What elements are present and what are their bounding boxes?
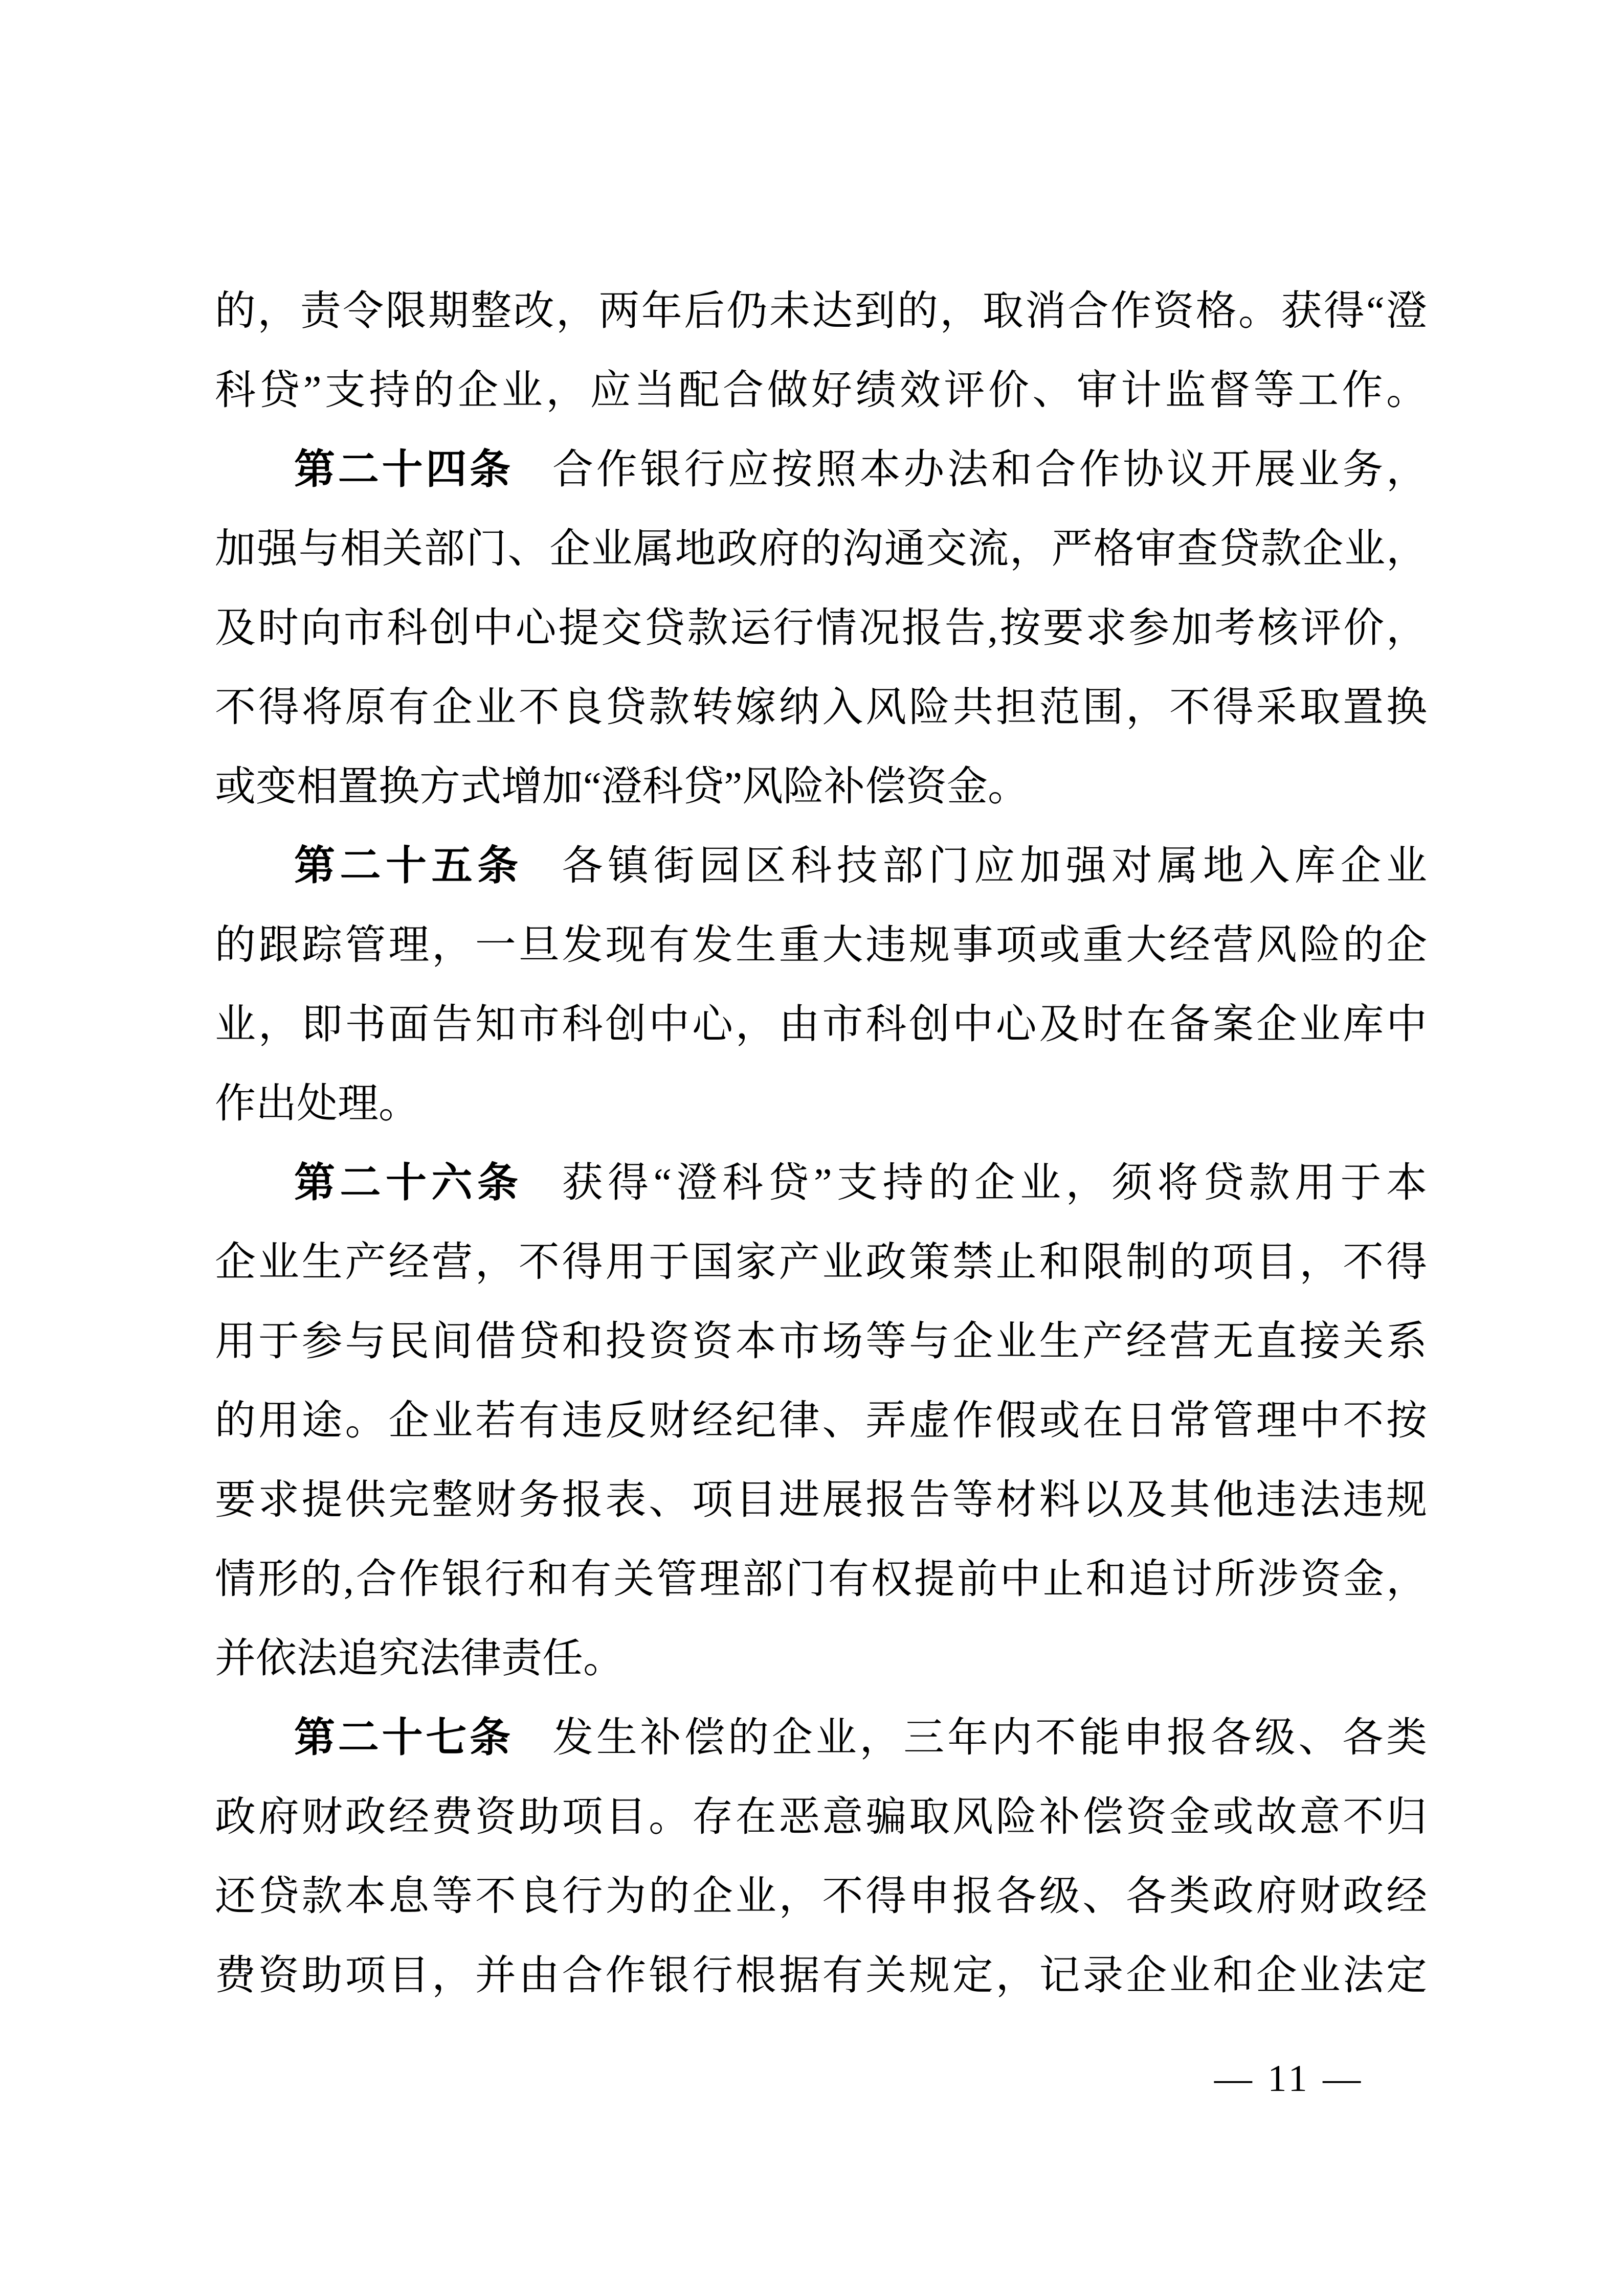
text-line: 要求提供完整财务报表、项目进展报告等材料以及其他违法违规 (215, 1478, 1427, 1523)
text-line: 还贷款本息等不良行为的企业，不得申报各级、各类政府财政经 (215, 1874, 1427, 1919)
text-line: 加强与相关部门、企业属地政府的沟通交流，严格审查贷款企业， (215, 527, 1427, 572)
article-heading-line (215, 827, 1427, 906)
text-line: 或变相置换方式增加“澄科贷”风险补偿资金。 (215, 764, 1029, 809)
article-number: 第二十六条 (294, 1161, 523, 1206)
text-line: 情形的,合作银行和有关管理部门有权提前中止和追讨所涉资金， (215, 1557, 1427, 1602)
page-number: — 11 — (1214, 2058, 1364, 2100)
article-heading-line (215, 431, 1427, 510)
article-number: 第二十七条 (294, 1716, 514, 1761)
article-text: 合作银行应按照本办法和合作协议开展业务， (552, 447, 1428, 492)
text-line: 的跟踪管理，一旦发现有发生重大违规事项或重大经营风险的企 (215, 923, 1427, 968)
article-text: 发生补偿的企业，三年内不能申报各级、各类 (552, 1716, 1428, 1761)
article-text: 各镇街园区科技部门应加强对属地入库企业 (562, 844, 1427, 889)
text-line: 费资助项目，并由合作银行根据有关规定，记录企业和企业法定 (215, 1953, 1427, 1998)
text-line: 业，即书面告知市科创中心，由市科创中心及时在备案企业库中 (215, 1002, 1427, 1047)
text-line: 企业生产经营，不得用于国家产业政策禁止和限制的项目，不得 (215, 1240, 1427, 1285)
text-line: 及时向市科创中心提交贷款运行情况报告,按要求参加考核评价， (215, 606, 1427, 651)
text-line: 用于参与民间借贷和投资资本市场等与企业生产经营无直接关系 (215, 1319, 1427, 1364)
article-text: 获得“澄科贷”支持的企业，须将贷款用于本 (562, 1161, 1428, 1206)
article-heading-line (215, 1699, 1427, 1778)
text-line: 科贷”支持的企业，应当配合做好绩效评价、审计监督等工作。 (215, 368, 1427, 413)
article-number: 第二十四条 (294, 447, 514, 492)
document-body (215, 272, 1427, 2016)
text-line: 的用途。企业若有违反财经纪律、弄虚作假或在日常管理中不按 (215, 1399, 1427, 1444)
text-line: 不得将原有企业不良贷款转嫁纳入风险共担范围，不得采取置换 (215, 685, 1427, 730)
text-line: 政府财政经费资助项目。存在恶意骗取风险补偿资金或故意不归 (215, 1795, 1427, 1840)
text-line: 作出处理。 (215, 1082, 419, 1127)
article-number: 第二十五条 (294, 844, 523, 889)
article-heading-line (215, 1144, 1427, 1223)
text-line: 的，责令限期整改，两年后仍未达到的，取消合作资格。获得“澄 (215, 289, 1427, 334)
text-line: 并依法追究法律责任。 (215, 1636, 624, 1681)
